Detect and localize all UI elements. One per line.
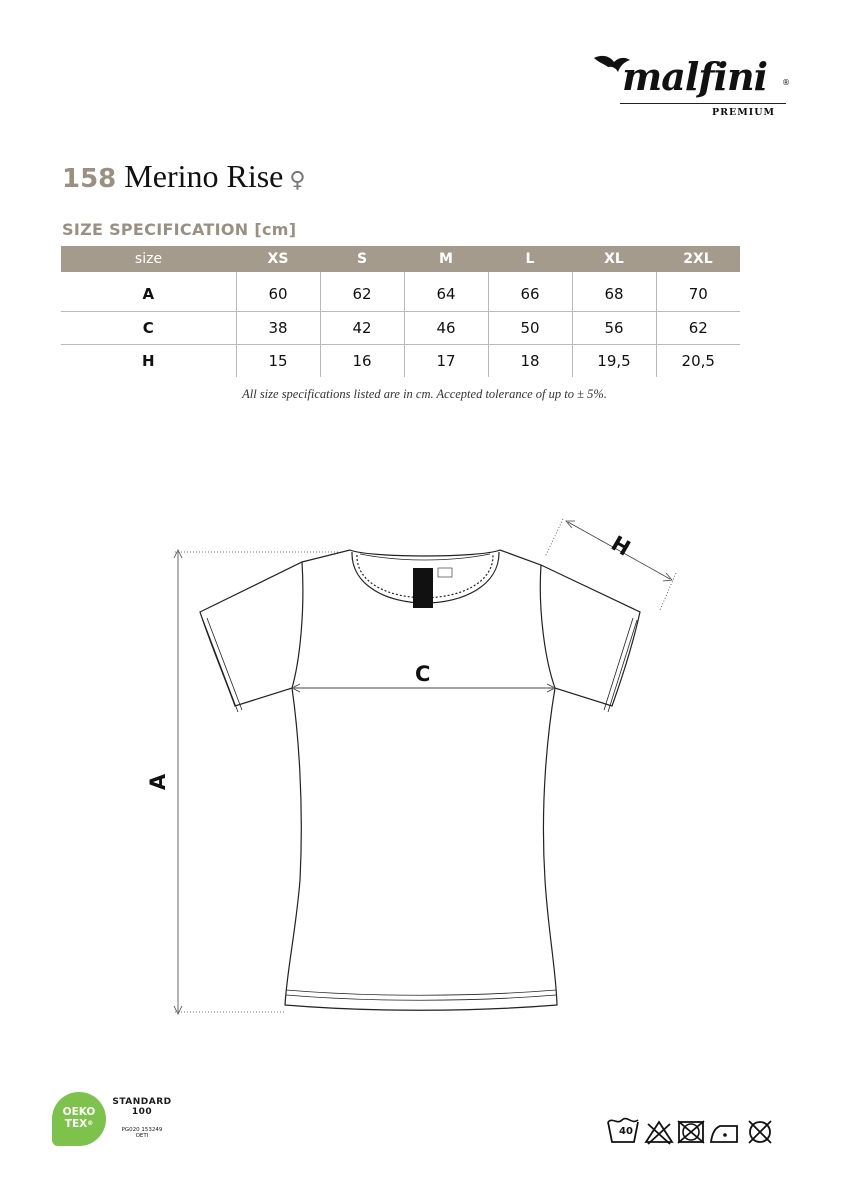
size-header-cell: S	[320, 246, 404, 272]
standard-label: STANDARD	[112, 1097, 172, 1107]
product-name: Merino Rise	[124, 158, 284, 194]
table-cell: 66	[488, 272, 572, 311]
registered-mark: ®	[782, 78, 790, 87]
no-tumble-dry-icon	[676, 1114, 706, 1146]
table-cell: 38	[236, 311, 320, 344]
row-label: A	[61, 272, 236, 311]
certificate-code: PG020 153249	[121, 1127, 163, 1133]
table-cell: 56	[572, 311, 656, 344]
brand-wordmark: malfini	[622, 54, 768, 99]
table-row	[61, 311, 740, 344]
table-cell: 62	[656, 311, 740, 344]
table-cell: 68	[572, 272, 656, 311]
spec-heading: SIZE SPECIFICATION [cm]	[62, 220, 297, 239]
oeko-tex-badge	[52, 1092, 106, 1146]
oeko-line1: OEKO	[62, 1106, 96, 1118]
table-cell: 60	[236, 272, 320, 311]
row-label: C	[61, 311, 236, 344]
dimension-label-h: H	[607, 531, 635, 561]
product-code: 158	[62, 164, 117, 194]
tolerance-note: All size specifications listed are in cm. Accepted tolerance of up to ± 5%.	[242, 387, 607, 401]
size-header-cell: XS	[236, 246, 320, 272]
no-dry-clean-icon	[744, 1114, 776, 1146]
table-row	[61, 344, 740, 377]
table-cell: 16	[320, 344, 404, 377]
certificate-institute: OETI	[135, 1133, 149, 1139]
iron-low-icon	[708, 1114, 740, 1146]
table-cell: 19,5	[572, 344, 656, 377]
female-icon: ♀	[289, 168, 306, 193]
table-cell: 15	[236, 344, 320, 377]
table-cell: 62	[320, 272, 404, 311]
size-header-cell: L	[488, 246, 572, 272]
table-row	[61, 272, 740, 311]
size-header-row	[61, 246, 740, 272]
standard-info	[112, 1097, 172, 1139]
size-header-cell: M	[404, 246, 488, 272]
size-header-cell: 2XL	[656, 246, 740, 272]
table-cell: 20,5	[656, 344, 740, 377]
dimension-label-a: A	[146, 773, 171, 791]
table-cell: 64	[404, 272, 488, 311]
standard-number: 100	[131, 1107, 153, 1117]
garment-diagram	[0, 500, 849, 1040]
table-cell: 42	[320, 311, 404, 344]
size-table	[61, 246, 740, 377]
table-cell: 46	[404, 311, 488, 344]
oeko-registered-mark: ®	[87, 1120, 94, 1127]
table-cell: 50	[488, 311, 572, 344]
product-title	[62, 158, 306, 194]
no-bleach-icon	[644, 1114, 674, 1146]
logo-divider	[620, 103, 786, 104]
table-cell: 70	[656, 272, 740, 311]
size-header-label: size	[61, 246, 236, 272]
oeko-line2: TEX	[64, 1118, 88, 1130]
dimension-label-c: C	[415, 662, 431, 686]
wash-temperature: 40	[619, 1126, 633, 1137]
care-symbols	[606, 1114, 778, 1146]
brand-tier: PREMIUM	[712, 107, 776, 118]
table-cell: 18	[488, 344, 572, 377]
size-header-cell: XL	[572, 246, 656, 272]
brand-logo	[592, 50, 792, 120]
tshirt-outline	[0, 500, 849, 1040]
table-cell: 17	[404, 344, 488, 377]
row-label: H	[141, 351, 155, 370]
